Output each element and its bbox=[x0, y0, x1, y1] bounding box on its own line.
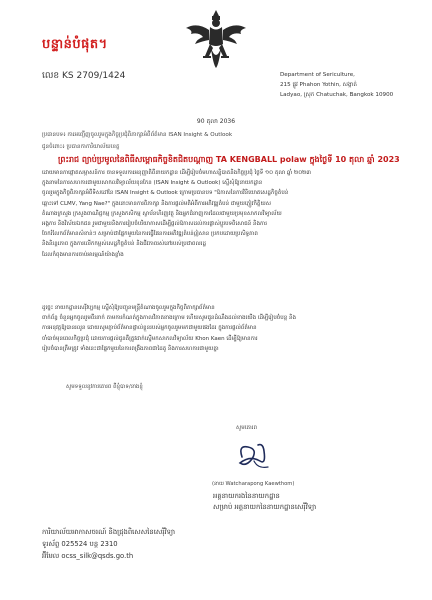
letter-subject: ប្រធានបទ៖ ការអញ្ជើញចូលរួមក្នុងកិច្ចប្រជុំពិភាក្សាអំពីព័ត៌មាន ISAN Insight & Outlook bbox=[42, 132, 233, 138]
contact-footer bbox=[42, 526, 175, 562]
signer-position: អគ្គនាយករងនៃនាយកដ្ឋាន bbox=[213, 492, 280, 500]
address-line: Department of Sericulture, bbox=[280, 72, 355, 78]
garuda-emblem bbox=[183, 8, 249, 72]
body-line: ដោយមានកាផ្តោតសម្ភាសន៍ការ ចានទទួលការអនុញ្ញាតិពីនាយកដ្ឋាន ដើម្បីរៀបចំមហាសន្និបាតនិងកិច្ចប្រជុំ ថ្ងៃទី ១០ តុលា ឆ្នាំ ២០២៣ bbox=[42, 170, 311, 176]
body-line: រៀបចំបានត្រឹមត្រូវ ទាំងនេះជាផ្នែកមួយនៃការពង្រឹងភាពជាដៃគូ និងការសហការជាមួយគ្នា bbox=[42, 345, 219, 352]
address-line: 215 ផ្លូវ Phahon Yothin, សង្កាត់ bbox=[280, 82, 357, 88]
body-line: អង្គការ និងវិស័យឯកជន រួមជាមួយនិងការរៀបចំបរិយាកាសដើម្បីផ្ដល់ឱកាសដល់ការផ្លាស់ប្ដូរបទពិសោធន៍ និងការ bbox=[42, 221, 267, 228]
reference-number: លេខ KS 2709/1424 bbox=[42, 71, 126, 81]
letter-salutation: ជូនចំពោះ៖ ប្រធានកាការិយាល័យខេត្ត bbox=[42, 144, 120, 150]
signer-position-acting: សម្រាប់ អគ្គនាយកនៃនាយកដ្ឋានសេរ៉ីវិទ្យា bbox=[213, 503, 317, 511]
body-paragraph-2 bbox=[42, 303, 414, 354]
footer-office: ការិយាល័យអាកាសចរណ៍ និងជ្រុងពិសេសនៃសេរ៉ីវិទ្យា bbox=[42, 528, 176, 536]
footer-phone: ទូរស័ព្ទ 025524 បន្ត 2310 bbox=[42, 540, 118, 548]
urgent-label: បន្ទាន់បំផុត។ bbox=[42, 37, 108, 52]
body-line: ពាក់ព័ន្ធ ចំនួនអ្នកចូលរួមពីរនាក់ តាមការកំណត់ក្នុងកាលវិភាគខាងក្រោម ហើយសូមជូនដំណឹងដល់ខាងយើង ដើម្បីរៀបចំបន្ត និង bbox=[42, 315, 297, 322]
address-line: Ladyao, ស្រុក Chatuchak, Bangkok 10900 bbox=[280, 92, 394, 98]
closing-line: សូមទទួលនូវការគោរព ពីខ្ញុំបាទ/នាងខ្ញុំ bbox=[66, 384, 143, 390]
body-line: ការអនុវត្តឱ្យបានរលូន ដោយសូមភ្ជាប់ព័ត៌មានផ្ទាល់ខ្លួនរបស់អ្នកចូលរួមមកជាមួយផងដែរ ក្នុងការផ្តល់ព័ត៌មាន bbox=[42, 325, 257, 332]
body-line: ដូច្នេះ នាយកដ្ឋានសេរ៉ីវប្បកម្ម ស្នើសុំឱ្យបញ្ជូនមន្ត្រីតំណាងចូលរួមក្នុងកិច្ចពិភាក្សាព័ត៌មាន bbox=[42, 305, 215, 311]
body-line: តំណាងក្រសួង ក្រសួងពាណិជ្ជកម្ម ក្រសួងកសិកម្ម ស្ថាប័នហិរញ្ញវត្ថុ និងអ្នកជំនាញការដែលជាមួយប្រមុខសាកលវិទ្យាល័យ bbox=[42, 210, 282, 217]
sender-address bbox=[280, 70, 420, 100]
body-line: ចាំបាច់មុនពេលកិច្ចប្រជុំ ដោយការផ្តល់ជូនគឺត្រូវដាក់ស្នើមកសាកលវិទ្យាល័យ Khon Kaen ដើម្បីឱ្យមានការ bbox=[42, 335, 258, 342]
body-line: ចែករំលែកព័ត៌មានសំខាន់ៗ សម្រាប់ជាផ្នែកមួយនៃការធ្វើផែនការអភិវឌ្ឍតំបន់ឦសាន ប្រកបដោយប្រសិទ្ធភាព bbox=[42, 231, 258, 238]
body-line: ឆ្ពោះទៅ CLMV, Yang Nae?" ក្នុងនោះមានការពិភាក្សា និងការផ្ដល់មតិអំពីការអភិវឌ្ឍតំបន់ ជាមួយភ្ញៀវកិត្តិយស bbox=[42, 200, 271, 207]
body-line: ចូលរួមក្នុងកិច្ចពិភាក្សាអំពីទិសដៅនៃ ISAN Insight & Outlook ក្រោមប្រធានបទ "ឱកាសនៃការវិនិយោគសេដ្ឋកិច្ចតំបន់ bbox=[42, 190, 289, 197]
signer-name: (នាយ Watcharapong Kaewthom) bbox=[212, 481, 295, 487]
body-line: ក្នុងនាមនៃការសហការជាមួយសាកលវិទ្យាល័យខុនកែន (ISAN Insight & Outlook) ស្នើសុំឱ្យនាយកដ្ឋាន bbox=[42, 180, 263, 187]
invitation-title: ព្រះរាជ ព្យាប់ប្រមូលនៃពិធីសម្ពោធកិច្ចខិតជិតបណ្ដាញ TA KENGBALL polaw ក្នុងថ្ងៃទី 10 តុលា ឆ្នាំ 2023 bbox=[58, 155, 400, 164]
handwritten-signature bbox=[228, 437, 278, 475]
body-paragraph-1 bbox=[42, 168, 414, 260]
body-line: ដែលកំពុងមានការចាប់អារម្មណ៍យ៉ាងខ្លាំង bbox=[42, 251, 124, 258]
signature-respect: សូមគោរព bbox=[236, 425, 257, 431]
footer-email: អ៊ីមែល ocss_silk@qsds.go.th bbox=[42, 552, 134, 560]
body-line: និងនិរន្តរភាព ក្នុងការលើកកម្ពស់សេដ្ឋកិច្ចតំបន់ និងជីវភាពរស់នៅរបស់ប្រជាពលរដ្ឋ bbox=[42, 241, 206, 248]
letter-date: 90 តុលា 2036 bbox=[196, 118, 236, 125]
